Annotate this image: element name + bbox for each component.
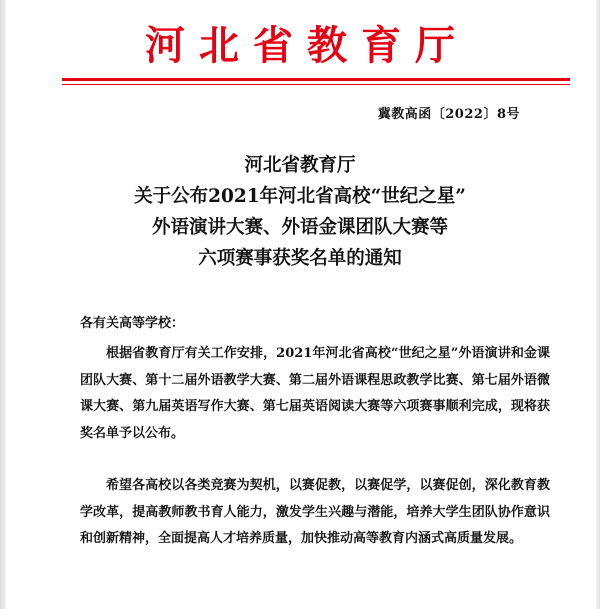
masthead-rule-thick [62,78,570,81]
body-paragraph-1: 根据省教育厅有关工作安排，2021年河北省高校“世纪之星”外语演讲和金课团队大赛、第十二届外语教学大赛、第二届外语课程思政教学比赛、第七届外语微课大赛、第九届英语写作大赛、第七届英语阅读大赛等六项赛事顺利完成，现将获奖名单予以公布。 [80,346,550,441]
title-line-issuer: 河北省教育厅 [244,155,356,176]
page-edge-right [596,0,600,609]
salutation: 各有关高等学校： [80,316,185,331]
document-number: 冀教高函〔2022〕8号 [377,107,520,122]
title-line-3: 外语演讲大赛、外语金课团队大赛等 [151,217,448,238]
body-paragraph-2: 希望各高校以各类竞赛为契机，以赛促教，以赛促学，以赛促创，深化教育教学改革，提高教师教书育人能力，激发学生兴趣与潜能，培养大学生团队协作意识和创新精神，全面提高人才培养质量，加快推动高等教育内涵式高质量发展。 [80,478,550,546]
title-line-2: 关于公布2021年河北省高校“世纪之星” [134,186,466,207]
title-line-4: 六项赛事获奖名单的通知 [198,248,402,269]
masthead-title: 河北省教育厅 [145,22,469,69]
page-edge-left [0,0,6,609]
notice-title [0,150,600,274]
masthead-rule-thin [62,84,570,85]
